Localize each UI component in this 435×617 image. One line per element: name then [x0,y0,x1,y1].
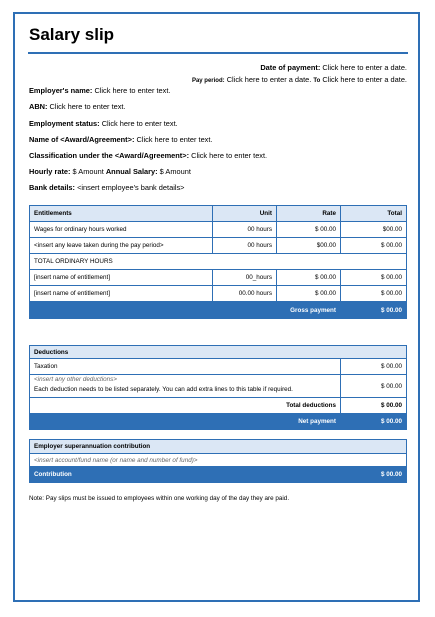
entitlement-name[interactable]: [insert name of entitlement] [30,270,213,286]
classification-line [29,151,267,160]
award-name-field[interactable]: Click here to enter text. [136,135,213,144]
unit-header: Unit [213,206,277,222]
entitlement-total[interactable]: $ 00.00 [341,238,407,254]
net-payment-label: Net payment [30,414,341,430]
classification-field[interactable]: Click here to enter text. [191,151,268,160]
entitlement-rate[interactable]: $ 00.00 [277,222,341,238]
pay-slip-note: Note: Pay slips must be issued to employees within one working day of the day they are paid. [29,495,290,502]
employment-status-line [29,119,178,128]
superannuation-header: Employer superannuation contribution [30,440,407,454]
entitlement-name[interactable]: [insert name of entitlement] [30,286,213,302]
page-title: Salary slip [29,25,115,44]
date-of-payment-field[interactable]: Click here to enter a date. [322,63,407,72]
gross-payment-row [30,302,407,319]
hourly-rate-line [29,167,191,176]
superannuation-header-row [30,440,407,454]
employer-name-line [29,86,170,95]
entitlement-unit[interactable]: 00 hours [213,222,277,238]
other-deductions-cell[interactable] [30,375,341,398]
award-name-label: Name of <Award/Agreement>: [29,135,135,144]
table-row [30,286,407,302]
deductions-table [29,345,407,430]
entitlement-name[interactable]: <insert any leave taken during the pay period> [30,238,213,254]
hourly-rate-label: Hourly rate: [29,167,71,176]
contribution-value: $ 00.00 [341,467,407,483]
classification-label: Classification under the <Award/Agreement>: [29,151,190,160]
hourly-rate-field[interactable]: $ Amount [72,167,104,176]
rate-header: Rate [277,206,341,222]
table-row [30,454,407,467]
gross-payment-value: $ 00.00 [341,302,407,319]
entitlement-unit[interactable]: 00.00 hours [213,286,277,302]
entitlement-unit[interactable]: 00_hours [213,270,277,286]
title-divider [28,52,408,54]
other-deductions-value[interactable]: $ 00.00 [341,375,407,398]
total-header: Total [341,206,407,222]
annual-salary-field[interactable]: $ Amount [159,167,191,176]
employer-name-label: Employer's name: [29,86,93,95]
table-row [30,359,407,375]
total-deductions-value: $ 00.00 [341,398,407,414]
contribution-row [30,467,407,483]
total-ordinary-hours: TOTAL ORDINARY HOURS [30,254,407,270]
table-row [30,375,407,398]
table-row [30,254,407,270]
employment-status-field[interactable]: Click here to enter text. [101,119,178,128]
date-of-payment-line [260,63,407,72]
superannuation-table [29,439,407,483]
entitlements-table [29,205,407,319]
gross-payment-label: Gross payment [30,302,341,319]
entitlement-rate[interactable]: $ 00.00 [277,270,341,286]
abn-field[interactable]: Click here to enter text. [49,102,126,111]
entitlements-header-row [30,206,407,222]
table-row [30,238,407,254]
employer-name-field[interactable]: Click here to enter text. [94,86,171,95]
entitlement-unit[interactable]: 00 hours [213,238,277,254]
award-name-line [29,135,212,144]
fund-name-field[interactable]: <insert account/fund name (or name and number of fund)> [30,454,407,467]
other-deductions-note: Each deduction needs to be listed separately. You can add extra lines to this table if required. [34,386,293,393]
entitlement-name[interactable]: Wages for ordinary hours worked [30,222,213,238]
entitlement-total[interactable]: $00.00 [341,222,407,238]
bank-details-line [29,183,184,192]
contribution-label: Contribution [30,467,341,483]
total-deductions-row [30,398,407,414]
table-row [30,270,407,286]
other-deductions-placeholder: <insert any other deductions> [34,376,117,383]
total-deductions-label: Total deductions [30,398,341,414]
pay-period-to-field[interactable]: Click here to enter a date. [322,75,407,84]
entitlement-total[interactable]: $ 00.00 [341,286,407,302]
entitlement-total[interactable]: $ 00.00 [341,270,407,286]
table-row [30,222,407,238]
entitlement-rate[interactable]: $00.00 [277,238,341,254]
deductions-header: Deductions [30,346,407,359]
pay-period-label: Pay period: [191,78,225,84]
taxation-value[interactable]: $ 00.00 [341,359,407,375]
abn-line [29,102,126,111]
entitlements-header: Entitlements [30,206,213,222]
bank-details-field[interactable]: <insert employee's bank details> [77,183,185,192]
annual-salary-label: Annual Salary: [105,167,158,176]
net-payment-value: $ 00.00 [341,414,407,430]
entitlement-rate[interactable]: $ 00.00 [277,286,341,302]
pay-period-line [192,75,407,84]
net-payment-row [30,414,407,430]
employment-status-label: Employment status: [29,119,100,128]
date-of-payment-label: Date of payment: [260,63,321,72]
deductions-header-row [30,346,407,359]
taxation-label: Taxation [30,359,341,375]
bank-details-label: Bank details: [29,183,76,192]
pay-period-to-label: To [313,78,321,84]
abn-label: ABN: [29,102,48,111]
pay-period-from-field[interactable]: Click here to enter a date. [226,75,312,84]
